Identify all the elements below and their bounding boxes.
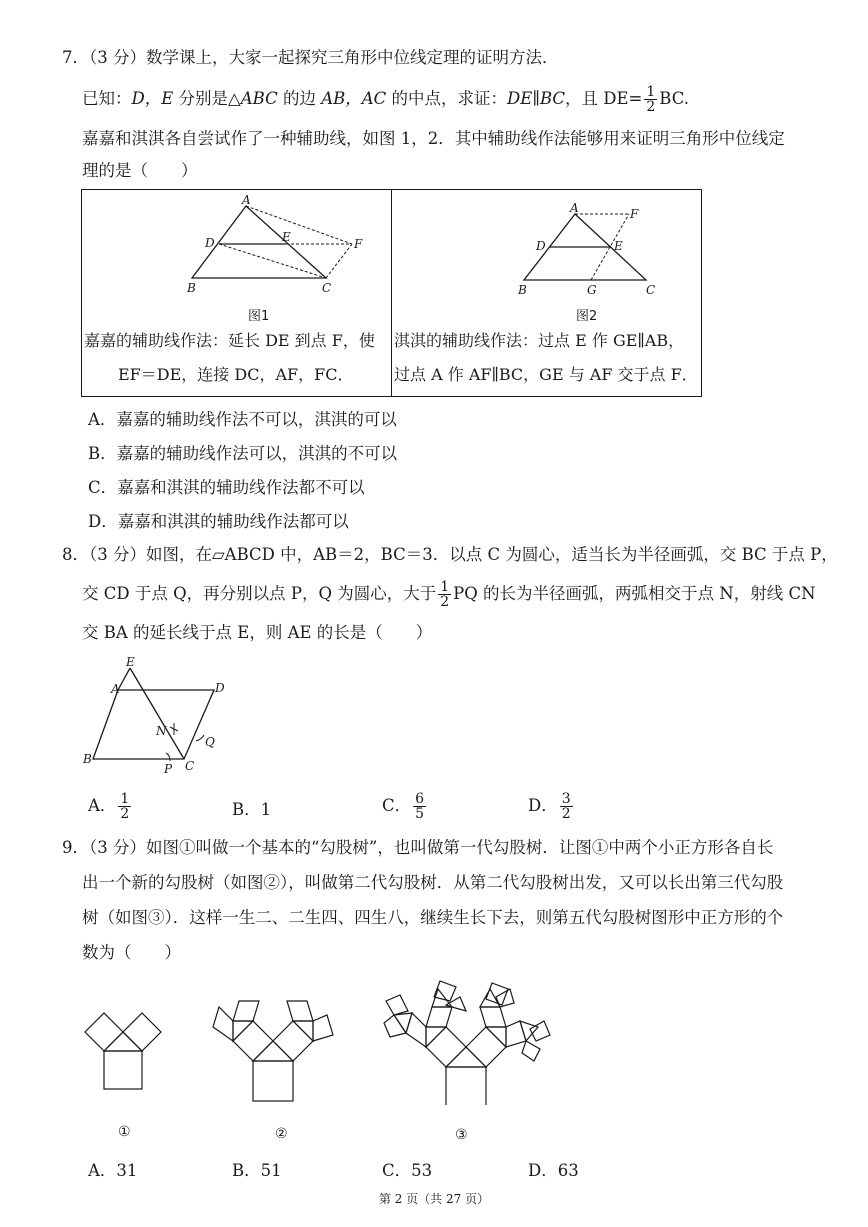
q8-fraction: $\frac{1}{2}$ — [440, 579, 450, 610]
q9-option-d[interactable]: D．63 — [528, 1161, 579, 1180]
q7-stem-line2: 已知：D，E 分别是△ABC 的边 AB，AC 的中点，求证：DE∥BC，且 DE= $\frac{1}{2}$ BC. — [82, 84, 689, 115]
svg-text:D: D — [215, 681, 225, 695]
svg-text:F: F — [354, 237, 363, 251]
svg-text:F: F — [630, 207, 639, 221]
q9-stem-line4: 数为（ ） — [82, 943, 181, 962]
q8-option-d[interactable]: D． $\frac{3}{2}$ — [528, 791, 571, 822]
svg-text:A: A — [111, 682, 120, 696]
q7-figure-table — [81, 189, 702, 397]
svg-text:C: C — [185, 759, 195, 773]
q9-option-b[interactable]: B．51 — [232, 1161, 282, 1180]
q9-caption-3: ③ — [455, 1127, 468, 1143]
q9-option-a[interactable]: A．31 — [88, 1161, 138, 1180]
svg-text:C: C — [322, 281, 332, 295]
svg-text:A: A — [242, 193, 251, 207]
q9-caption-2: ② — [275, 1126, 288, 1142]
q7-stem-line3: 嘉嘉和淇淇各自尝试作了一种辅助线，如图 1，2．其中辅助线作法能够用来证明三角形中位线定 — [82, 129, 785, 148]
q7-option-d[interactable]: D．嘉嘉和淇淇的辅助线作法都可以 — [88, 512, 349, 531]
svg-text:G: G — [587, 283, 597, 297]
q9-stem-line1: 9．（3 分）如图①叫做一个基本的“勾股树”，也叫做第一代勾股树．让图①中两个小正方形各自长 — [62, 838, 774, 857]
q9-stem-line3: 树（如图③）．这样一生二、二生四、四生八，继续生长下去，则第五代勾股树图形中正方形的个 — [82, 908, 784, 927]
q7-option-a[interactable]: A．嘉嘉的辅助线作法不可以，淇淇的可以 — [88, 410, 397, 429]
q7-cell1-text: 嘉嘉的辅助线作法：延长 DE 到点 F，使 EF＝DE，连接 DC，AF，FC． — [84, 331, 375, 384]
q7-figure2 — [392, 190, 701, 330]
q8-option-b[interactable]: B．1 — [232, 800, 272, 819]
page-footer: 第 2 页（共 27 页） — [378, 1192, 490, 1206]
q8-stem-line3: 交 BA 的延长线于点 E，则 AE 的长是（ ） — [82, 623, 433, 642]
q8-figure — [78, 655, 258, 780]
svg-text:D: D — [205, 236, 215, 250]
q7-fig1-caption: 图1 — [248, 309, 270, 324]
q7-fraction: $\frac{1}{2}$ — [646, 84, 656, 115]
q9-trees — [78, 975, 558, 1105]
svg-text:N: N — [156, 724, 167, 738]
q8-option-c[interactable]: C． $\frac{6}{5}$ — [382, 791, 425, 822]
svg-text:B: B — [187, 281, 196, 295]
svg-text:D: D — [536, 239, 546, 253]
svg-text:A: A — [570, 201, 579, 215]
q9-option-c[interactable]: C．53 — [382, 1161, 433, 1180]
q7-stem-line1: 7．（3 分）数学课上，大家一起探究三角形中位线定理的证明方法． — [62, 48, 559, 67]
q7-cell-jiajia — [82, 190, 392, 397]
q7-option-c[interactable]: C．嘉嘉和淇淇的辅助线作法都不可以 — [88, 478, 365, 497]
svg-text:B: B — [518, 283, 527, 297]
q8-stem-line1: 8．（3 分）如图，在▱ABCD 中，AB＝2，BC＝3．以点 C 为圆心，适当长为半径画弧，交 BC 于点 P， — [62, 545, 838, 564]
svg-text:Q: Q — [205, 735, 215, 749]
svg-text:P: P — [164, 762, 173, 776]
q9-stem-line2: 出一个新的勾股树（如图②），叫做第二代勾股树．从第二代勾股树出发，又可以长出第三代勾股 — [82, 873, 784, 892]
svg-text:C: C — [646, 283, 656, 297]
q7-option-b[interactable]: B．嘉嘉的辅助线作法可以，淇淇的不可以 — [88, 444, 398, 463]
q7-cell2-text: 淇淇的辅助线作法：过点 E 作 GE∥AB， 过点 A 作 AF∥BC，GE 与 AF 交于点 F． — [394, 331, 698, 384]
svg-text:B: B — [83, 752, 92, 766]
q7-stem-line4: 理的是（ ） — [82, 161, 198, 180]
q7-fig2-caption: 图2 — [576, 309, 598, 324]
svg-text:E: E — [126, 655, 135, 669]
q7-figure1 — [82, 190, 391, 330]
q7-cell-qiqi — [392, 190, 702, 397]
q8-option-a[interactable]: A． $\frac{1}{2}$ — [88, 791, 130, 822]
q9-caption-1: ① — [118, 1124, 131, 1140]
svg-text:E: E — [614, 239, 623, 253]
svg-text:E: E — [282, 230, 291, 244]
q8-stem-line2: 交 CD 于点 Q，再分别以点 P，Q 为圆心，大于 $\frac{1}{2}$ PQ 的长为半径画弧，两弧相交于点 N，射线 CN — [82, 579, 816, 610]
